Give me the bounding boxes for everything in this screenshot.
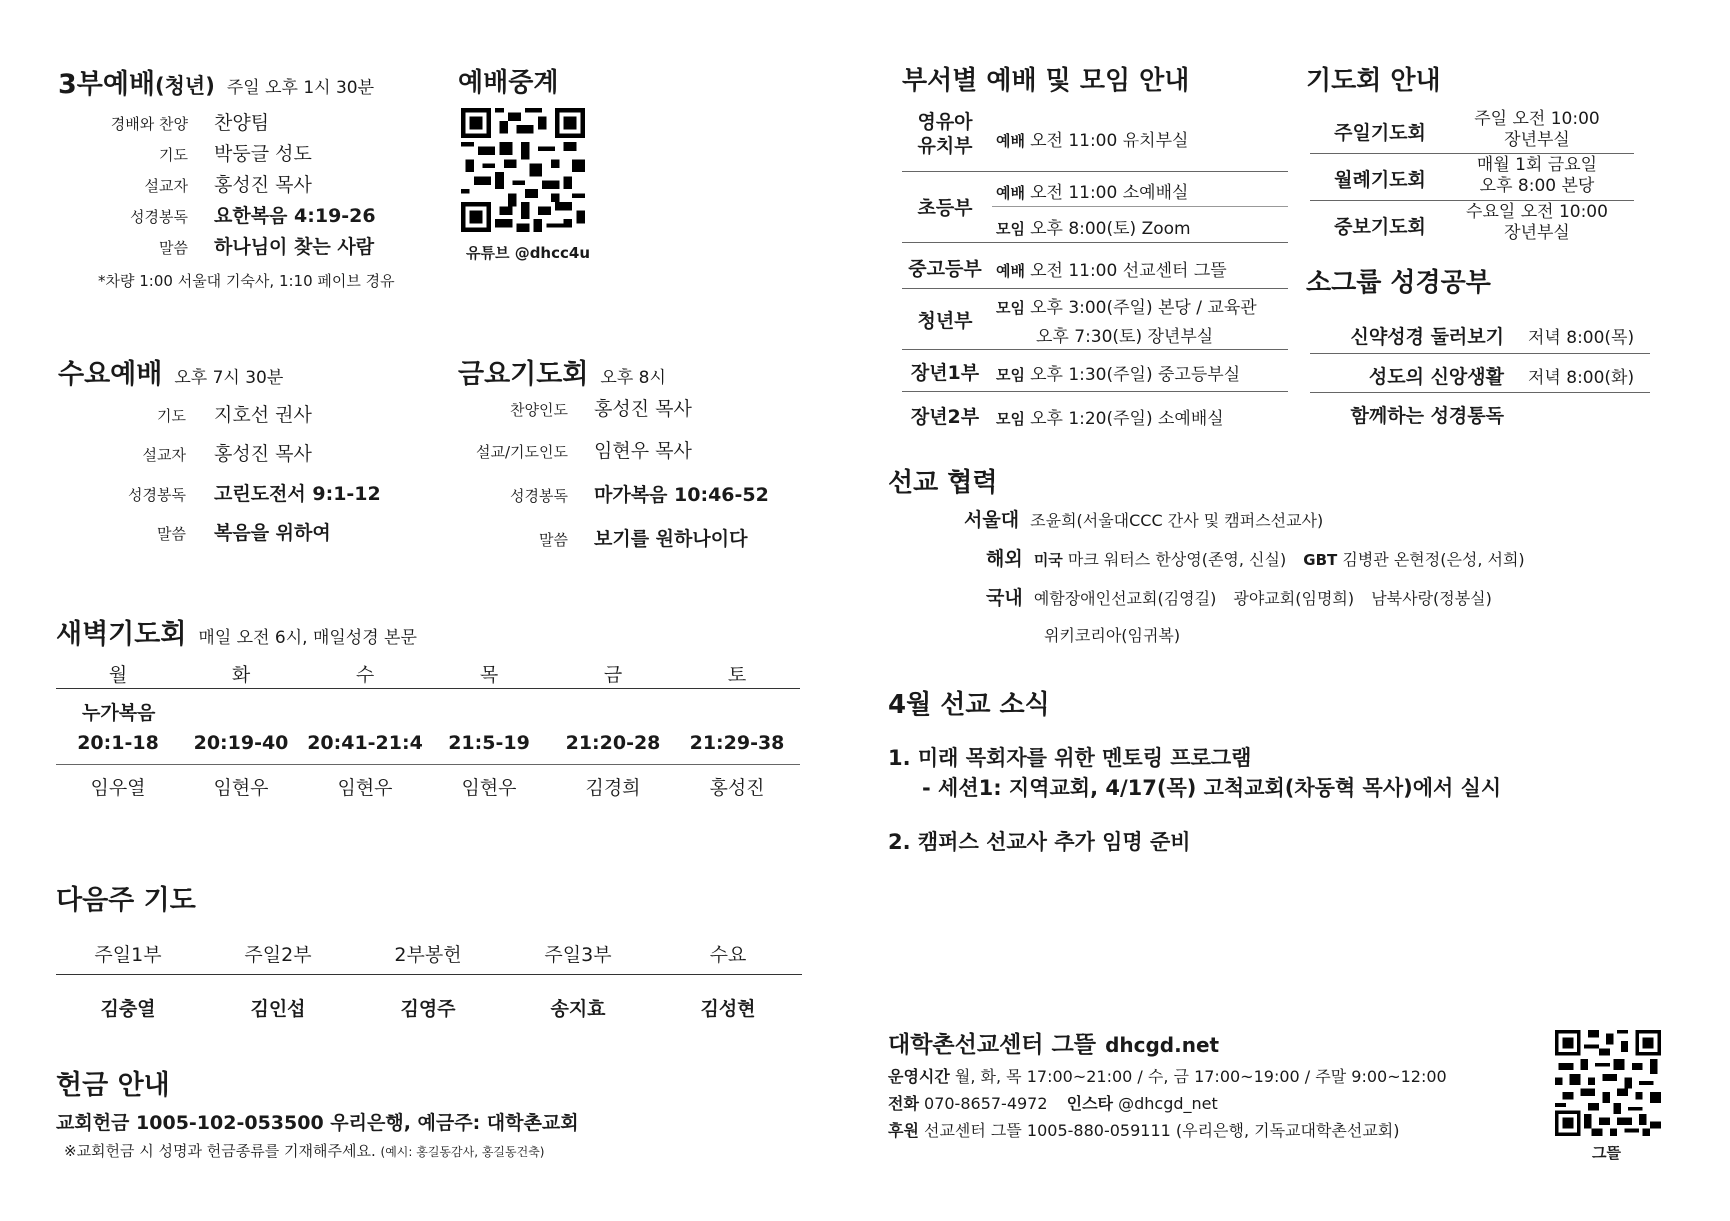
- center-support-text: 선교센터 그뜰 1005-880-059111 (우리은행, 기독교대학촌선교회): [924, 1121, 1400, 1140]
- department-line: [996, 214, 1191, 239]
- mission-us-text: 마크 워터스 한상영(존영, 신실): [1067, 550, 1287, 569]
- department-text: 오전 11:00 소예배실: [1030, 183, 1189, 203]
- row-label: 성경봉독: [128, 486, 186, 504]
- next-prayer-slot: 수요: [709, 944, 747, 966]
- row-label: 경배와 찬양: [110, 115, 188, 133]
- worship3-row: [58, 139, 438, 170]
- dawn-leader: 임우열: [90, 777, 146, 799]
- row-label: 말씀: [157, 525, 186, 543]
- mission-gbt-label: GBT: [1303, 551, 1338, 569]
- dawn-title: 새벽기도회: [56, 619, 187, 650]
- row-label: 찬양인도: [510, 401, 568, 419]
- wednesday-row: [58, 479, 381, 518]
- department-name: 청년부: [917, 310, 973, 332]
- dawn-leader: 홍성진: [709, 777, 765, 799]
- mission-news-title: 4월 선교 소식: [888, 690, 1050, 720]
- prayer-meeting-name: 주일기도회: [1334, 122, 1426, 144]
- wednesday-time: 오후 7시 30분: [174, 368, 284, 388]
- mission-seoul-label: 서울대: [964, 509, 1020, 531]
- dawn-leader: 임현우: [461, 777, 517, 799]
- department-line: [1036, 322, 1213, 347]
- department-name: 영유아 유치부: [917, 111, 973, 157]
- center-phone-label: 전화: [888, 1094, 919, 1113]
- prayer-meeting-line1: 주일 오전 10:00: [1474, 109, 1600, 129]
- worship3-row: [58, 201, 438, 232]
- row-label: 기도: [159, 146, 188, 164]
- mission-domestic-item-2: 위키코리아(임귀복): [1044, 626, 1181, 645]
- department-kind: 모임: [996, 366, 1025, 384]
- mission-domestic-item: 광야교회(임명희): [1233, 589, 1355, 608]
- next-prayer-divider: [56, 974, 802, 975]
- mission-domestic-item: 예함장애인선교회(김영길): [1033, 589, 1217, 608]
- department-kind: 모임: [996, 299, 1025, 317]
- next-prayer-slot: 주일2부: [244, 944, 312, 966]
- department-divider: [902, 288, 1288, 289]
- mission-domestic-label: 국내: [986, 587, 1023, 609]
- prayer-meetings-title: 기도회 안내: [1306, 66, 1441, 96]
- wednesday-row: [58, 518, 381, 557]
- department-name: 초등부: [917, 197, 973, 219]
- row-value: 하나님이 찾는 사람: [214, 236, 375, 258]
- mission-news-item1: 1. 미래 목회자를 위한 멘토링 프로그램: [888, 746, 1252, 770]
- offering-note-example: (예시: 홍길동감사, 홍길동건축): [380, 1145, 545, 1159]
- center-qr-icon[interactable]: [1555, 1030, 1661, 1136]
- department-divider: [902, 349, 1288, 350]
- friday-row: [458, 436, 769, 480]
- row-label: 설교/기도인도: [476, 443, 568, 461]
- mission-seoul: [964, 505, 1323, 532]
- department-kind: 모임: [996, 410, 1025, 428]
- mission-seoul-text: 조윤희(서울대CCC 간사 및 캠퍼스선교사): [1030, 511, 1324, 530]
- broadcast-qr-icon[interactable]: [461, 108, 585, 232]
- row-value: 요한복음 4:19-26: [214, 205, 376, 227]
- dawn-passage: 20:1-18: [77, 732, 159, 754]
- department-text: 오전 11:00 유치부실: [1030, 131, 1189, 151]
- center-support-label: 후원: [888, 1121, 919, 1140]
- next-prayer-name: 김인섭: [250, 998, 306, 1020]
- row-value: 찬양팀: [214, 112, 270, 134]
- mission-title: 선교 협력: [888, 468, 998, 498]
- small-group-name: 신약성경 둘러보기: [1350, 326, 1504, 348]
- offering-account: 교회헌금 1005-102-053500 우리은행, 예금주: 대학촌교회: [56, 1112, 579, 1134]
- prayer-meeting-name: 중보기도회: [1334, 216, 1426, 238]
- worship3-header: [58, 62, 374, 101]
- wednesday-row: [58, 400, 381, 439]
- small-group-divider: [1310, 353, 1650, 354]
- worship3-rows: [58, 108, 438, 263]
- broadcast-caption: 유튜브 @dhcc4u: [466, 244, 591, 262]
- offering-title: 헌금 안내: [56, 1070, 170, 1101]
- prayer-meeting-time: [1448, 202, 1626, 244]
- dawn-leader: 임현우: [213, 777, 269, 799]
- friday-row: [458, 524, 769, 566]
- prayer-meeting-line2: 오후 8:00 본당: [1479, 176, 1595, 196]
- prayer-meeting-line1: 매월 1회 금요일: [1476, 155, 1598, 175]
- next-prayer-name: 김충열: [100, 998, 156, 1020]
- row-value: 지호선 권사: [214, 404, 312, 426]
- row-value: 고린도전서 9:1-12: [214, 483, 381, 505]
- row-label: 성경봉독: [130, 208, 188, 226]
- wednesday-header: [58, 352, 283, 391]
- small-group-name: 함께하는 성경통독: [1350, 405, 1504, 427]
- worship3-row: [58, 232, 438, 263]
- department-subdivider: [992, 206, 1288, 207]
- small-group-time: 저녁 8:00(목): [1528, 328, 1635, 348]
- center-hours-text: 월, 화, 목 17:00~21:00 / 수, 금 17:00~19:00 / 주말 9:00~12:00: [954, 1067, 1447, 1086]
- mission-gbt-text: 김병관 온현정(은성, 서희): [1342, 550, 1525, 569]
- department-name: 장년2부: [910, 406, 980, 428]
- dawn-book: 누가복음: [82, 702, 156, 724]
- next-prayer-name: 김성현: [700, 998, 756, 1020]
- dawn-day: 월: [108, 664, 128, 686]
- dawn-day: 화: [231, 664, 251, 686]
- row-label: 기도: [157, 407, 186, 425]
- dawn-passage: 20:19-40: [193, 732, 289, 754]
- row-value: 홍성진 목사: [214, 443, 312, 465]
- center-support: [888, 1118, 1399, 1141]
- mission-us-label: 미국: [1033, 551, 1063, 569]
- small-group-divider: [1310, 392, 1650, 393]
- department-text: 오후 8:00(토) Zoom: [1030, 219, 1191, 239]
- department-line: [996, 256, 1227, 281]
- small-group-name: 성도의 신앙생활: [1368, 366, 1504, 388]
- dawn-passage: 21:20-28: [565, 732, 661, 754]
- next-prayer-slot: 주일1부: [94, 944, 162, 966]
- prayer-meeting-divider: [1310, 153, 1634, 154]
- row-label: 설교자: [144, 177, 188, 195]
- department-line: [996, 293, 1257, 318]
- dawn-divider: [56, 688, 800, 689]
- row-value: 홍성진 목사: [594, 398, 692, 420]
- friday-row: [458, 394, 769, 436]
- department-divider: [902, 242, 1288, 243]
- friday-rows: [458, 394, 769, 566]
- worship3-row: [58, 108, 438, 139]
- row-value: 보기를 원하나이다: [594, 528, 748, 550]
- mission-overseas-label: 해외: [986, 548, 1023, 570]
- department-kind: 모임: [996, 220, 1025, 238]
- mission-overseas: [986, 544, 1525, 571]
- department-line: [996, 404, 1224, 429]
- department-divider: [902, 391, 1288, 392]
- center-name: 대학촌선교센터 그뜰: [888, 1032, 1096, 1058]
- worship3-note: *차량 1:00 서울대 기숙사, 1:10 페이브 경유: [98, 272, 395, 290]
- row-value: 임현우 목사: [594, 440, 692, 462]
- department-divider: [902, 171, 1288, 172]
- prayer-meeting-time: [1448, 109, 1626, 151]
- wednesday-row: [58, 439, 381, 479]
- small-groups-title: 소그룹 성경공부: [1306, 268, 1491, 298]
- department-kind: 예배: [996, 262, 1025, 280]
- prayer-meeting-line2: 장년부실: [1504, 223, 1570, 243]
- broadcast-title: 예배중계: [458, 68, 559, 98]
- dawn-passage: 21:29-38: [689, 732, 785, 754]
- center-phone: 070-8657-4972: [924, 1094, 1048, 1113]
- department-name: 장년1부: [910, 362, 980, 384]
- center-contact: [888, 1091, 1218, 1114]
- worship3-title: 3부예배: [58, 69, 156, 100]
- department-text: 오후 3:00(주일) 본당 / 교육관: [1030, 298, 1257, 318]
- center-header: [888, 1026, 1219, 1059]
- next-prayer-name: 김영주: [400, 998, 456, 1020]
- dawn-day: 목: [479, 664, 499, 686]
- dawn-leader: 임현우: [337, 777, 393, 799]
- dawn-time: 매일 오전 6시, 매일성경 본문: [198, 628, 417, 648]
- next-prayer-slot: 주일3부: [544, 944, 612, 966]
- dawn-divider-2: [56, 764, 800, 765]
- row-value: 복음을 위하여: [214, 522, 331, 544]
- worship3-title-paren: (청년): [155, 74, 215, 98]
- wednesday-title: 수요예배: [58, 359, 163, 390]
- dawn-header: [56, 612, 417, 651]
- department-text: 오전 11:00 선교센터 그뜰: [1030, 261, 1227, 281]
- friday-header: [458, 352, 666, 391]
- dawn-leader: 김경희: [585, 777, 641, 799]
- center-qr-caption: 그뜰: [1592, 1144, 1621, 1162]
- prayer-meeting-line2: 장년부실: [1504, 130, 1570, 150]
- departments-title: 부서별 예배 및 모임 안내: [902, 66, 1190, 96]
- prayer-meeting-line1: 수요일 오전 10:00: [1466, 202, 1608, 222]
- center-site: dhcgd.net: [1105, 1033, 1220, 1057]
- dawn-day: 금: [603, 664, 623, 686]
- friday-row: [458, 480, 769, 524]
- mission-news-item2: 2. 캠퍼스 선교사 추가 임명 준비: [888, 830, 1191, 854]
- department-line: [996, 126, 1188, 151]
- department-line: [996, 178, 1188, 203]
- offering-note: [64, 1140, 544, 1161]
- center-insta-label: 인스타: [1066, 1094, 1114, 1113]
- row-value: 마가복음 10:46-52: [594, 484, 769, 506]
- row-label: 말씀: [159, 239, 188, 257]
- row-value: 박둥글 성도: [214, 143, 312, 165]
- row-value: 홍성진 목사: [214, 174, 312, 196]
- next-prayer-slot: 2부봉헌: [394, 944, 462, 966]
- row-label: 성경봉독: [510, 487, 568, 505]
- worship3-row: [58, 170, 438, 201]
- department-line: [996, 360, 1240, 385]
- prayer-meeting-time: [1448, 155, 1626, 197]
- friday-time: 오후 8시: [600, 368, 666, 388]
- worship3-time: 주일 오후 1시 30분: [226, 78, 375, 98]
- mission-news-item1-sub: - 세션1: 지역교회, 4/17(목) 고척교회(차동혁 목사)에서 실시: [922, 776, 1502, 800]
- small-group-time: 저녁 8:00(화): [1528, 368, 1635, 388]
- dawn-day: 토: [727, 664, 747, 686]
- center-hours: [888, 1064, 1447, 1087]
- friday-title: 금요기도회: [458, 359, 589, 390]
- center-insta: @dhcgd_net: [1118, 1094, 1218, 1113]
- department-text: 오후 7:30(토) 장년부실: [1036, 327, 1214, 347]
- offering-note-text: ※교회헌금 시 성명과 헌금종류를 기재해주세요.: [64, 1142, 376, 1160]
- row-label: 말씀: [539, 531, 568, 549]
- row-label: 설교자: [142, 446, 186, 464]
- prayer-meeting-name: 월례기도회: [1334, 169, 1426, 191]
- wednesday-rows: [58, 400, 381, 557]
- department-text: 오후 1:20(주일) 소예배실: [1030, 409, 1224, 429]
- department-text: 오후 1:30(주일) 중고등부실: [1030, 365, 1241, 385]
- mission-domestic: [986, 583, 1492, 610]
- department-name: 중고등부: [908, 258, 982, 280]
- mission-domestic-item: 남북사랑(정봉실): [1371, 589, 1492, 608]
- center-hours-label: 운영시간: [888, 1067, 950, 1086]
- next-prayer-name: 송지효: [550, 998, 606, 1020]
- prayer-meeting-divider: [1310, 200, 1634, 201]
- dawn-passage: 20:41-21:4: [307, 732, 423, 754]
- next-prayer-title: 다음주 기도: [56, 885, 196, 916]
- dawn-day: 수: [355, 664, 375, 686]
- department-kind: 예배: [996, 184, 1025, 202]
- dawn-passage: 21:5-19: [448, 732, 530, 754]
- department-kind: 예배: [996, 132, 1025, 150]
